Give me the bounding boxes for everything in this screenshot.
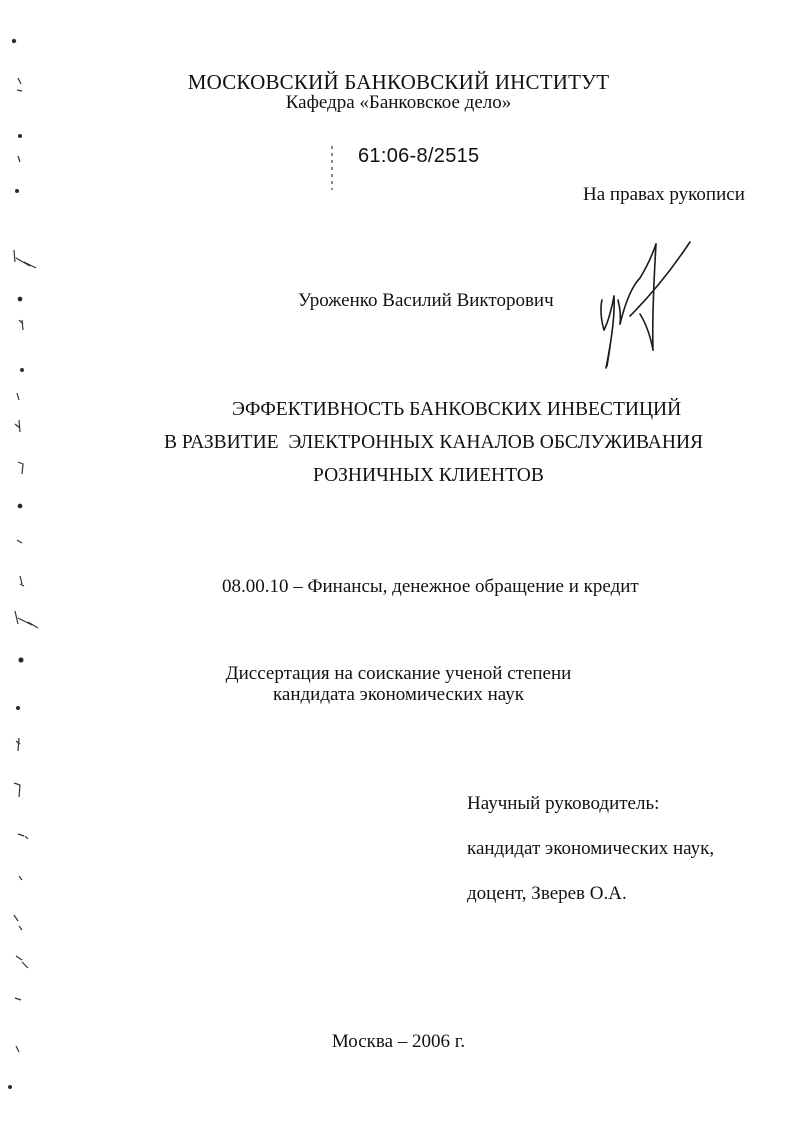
catalog-code: 61:06-8/2515 xyxy=(358,145,480,167)
title-line-2: В РАЗВИТИЕ ЭЛЕКТРОННЫХ КАНАЛОВ ОБСЛУЖИВАНИЯ xyxy=(164,432,704,453)
advisor-label: Научный руководитель: xyxy=(467,793,660,814)
degree-line-2: кандидата экономических наук xyxy=(272,684,525,705)
title-line-3: РОЗНИЧНЫХ КЛИЕНТОВ xyxy=(313,465,544,486)
advisor-degree: кандидат экономических наук, xyxy=(467,838,715,859)
degree-line-1: Диссертация на соискание ученой степени xyxy=(225,663,572,684)
institute-name: МОСКОВСКИЙ БАНКОВСКИЙ ИНСТИТУТ xyxy=(187,70,610,94)
title-line-1: ЭФФЕКТИВНОСТЬ БАНКОВСКИХ ИНВЕСТИЦИЙ xyxy=(232,399,682,420)
specialty-code: 08.00.10 – Финансы, денежное обращение и кредит xyxy=(222,576,639,597)
advisor-name: доцент, Зверев О.А. xyxy=(467,883,627,904)
department-name: Кафедра «Банковское дело» xyxy=(285,92,512,113)
author-name: Уроженко Василий Викторович xyxy=(298,290,554,311)
stamp-mark xyxy=(331,146,333,190)
scan-edge-marks xyxy=(0,0,40,1129)
signature-icon xyxy=(590,238,700,373)
place-year: Москва – 2006 г. xyxy=(331,1031,466,1052)
rights-note: На правах рукописи xyxy=(583,184,745,205)
